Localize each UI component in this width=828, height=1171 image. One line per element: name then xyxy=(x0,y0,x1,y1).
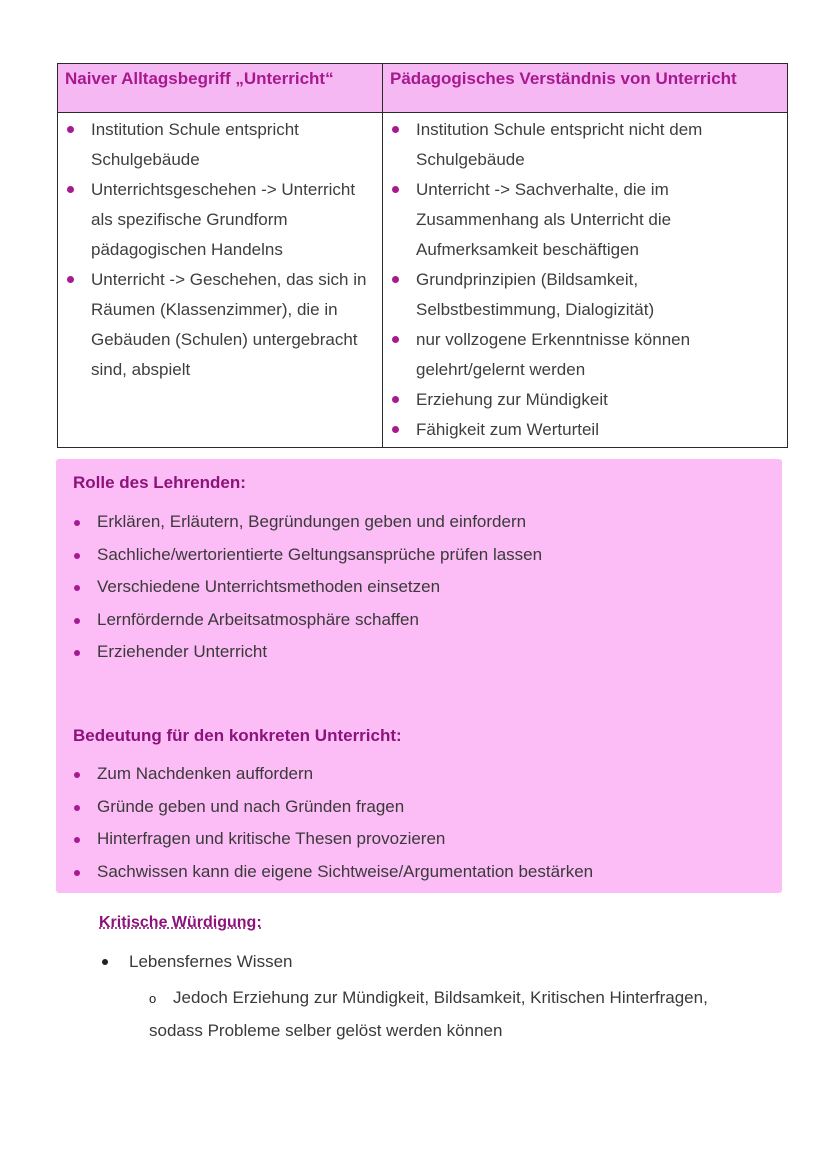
list-item: Unterricht -> Sachverhalte, die im Zusammenhang als Unterricht die Aufmerksamkeit beschäftigen xyxy=(389,175,781,265)
table-header-row xyxy=(58,64,788,113)
list-item: Unterricht -> Geschehen, das sich in Räumen (Klassenzimmer), die in Gebäuden (Schulen) untergebracht sind, abspielt xyxy=(64,265,376,385)
pedagogical-concept-list xyxy=(389,115,781,445)
list-item: Erziehung zur Mündigkeit xyxy=(389,385,781,415)
header-naive-concept: Naiver Alltagsbegriff „Unterricht“ xyxy=(58,64,383,113)
bullet-icon xyxy=(392,276,399,283)
naive-concept-cell xyxy=(58,113,383,448)
bullet-icon xyxy=(392,186,399,193)
bullet-icon xyxy=(74,585,80,591)
list-item: Zum Nachdenken auffordern xyxy=(71,758,593,791)
bullet-icon xyxy=(74,520,80,526)
bullet-icon xyxy=(392,336,399,343)
list-item: Lernfördernde Arbeitsatmosphäre schaffen xyxy=(71,604,542,637)
highlight-box xyxy=(56,459,782,893)
list-item: Sachliche/wertorientierte Geltungsansprüche prüfen lassen xyxy=(71,539,542,572)
bullet-icon xyxy=(74,618,80,624)
header-pedagogical-concept: Pädagogisches Verständnis von Unterricht xyxy=(383,64,788,113)
bullet-icon xyxy=(74,650,80,656)
sub-bullet-icon: o xyxy=(149,991,157,1006)
bullet-icon xyxy=(67,276,74,283)
naive-concept-list xyxy=(64,115,376,385)
kritik-sub-item: o Jedoch Erziehung zur Mündigkeit, Bildsamkeit, Kritischen Hinterfragen, sodass Probleme selber gelöst werden können xyxy=(149,982,709,1047)
bullet-icon xyxy=(67,126,74,133)
rolle-heading: Rolle des Lehrenden: xyxy=(73,473,246,492)
bedeutung-list xyxy=(71,758,593,888)
bullet-icon xyxy=(392,126,399,133)
kritik-heading: Kritische Würdigung: xyxy=(99,914,262,931)
bullet-icon xyxy=(74,870,80,876)
bullet-icon xyxy=(102,959,108,965)
bullet-icon xyxy=(74,772,80,778)
bullet-icon xyxy=(392,426,399,433)
list-item: Fähigkeit zum Werturteil xyxy=(389,415,781,445)
list-item: Grundprinzipien (Bildsamkeit, Selbstbestimmung, Dialogizität) xyxy=(389,265,781,325)
bedeutung-heading: Bedeutung für den konkreten Unterricht: xyxy=(73,726,402,745)
list-item: Erziehender Unterricht xyxy=(71,636,542,669)
list-item: Hinterfragen und kritische Thesen provozieren xyxy=(71,823,593,856)
list-item: Institution Schule entspricht nicht dem Schulgebäude xyxy=(389,115,781,175)
rolle-list xyxy=(71,506,542,669)
list-item: Sachwissen kann die eigene Sichtweise/Argumentation bestärken xyxy=(71,856,593,889)
bullet-icon xyxy=(74,553,80,559)
list-item: Institution Schule entspricht Schulgebäude xyxy=(64,115,376,175)
kritik-item: Lebensfernes Wissen xyxy=(102,950,292,974)
bullet-icon xyxy=(74,805,80,811)
list-item: Erklären, Erläutern, Begründungen geben und einfordern xyxy=(71,506,542,539)
bullet-icon xyxy=(74,837,80,843)
list-item: Gründe geben und nach Gründen fragen xyxy=(71,791,593,824)
table-body-row xyxy=(58,113,788,448)
bullet-icon xyxy=(392,396,399,403)
comparison-table xyxy=(57,63,788,448)
list-item: Unterrichtsgeschehen -> Unterricht als spezifische Grundform pädagogischen Handelns xyxy=(64,175,376,265)
list-item: nur vollzogene Erkenntnisse können gelehrt/gelernt werden xyxy=(389,325,781,385)
bullet-icon xyxy=(67,186,74,193)
pedagogical-concept-cell xyxy=(383,113,788,448)
list-item: Verschiedene Unterrichtsmethoden einsetzen xyxy=(71,571,542,604)
